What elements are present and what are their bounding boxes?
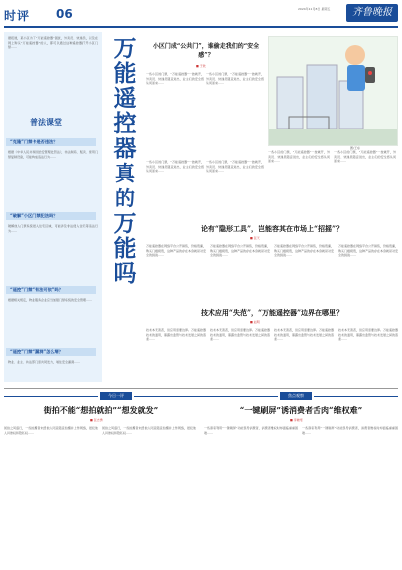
article-1-text-col-b: 一些小区的门禁，“万能遥控器”一按就开，外卖员、快递员随意进出，业主们的安全感从何而来…… (206, 72, 264, 86)
bottom-left-text-a: 街拍之风盛行，一些拍摄者未经他人同意随意拍摄并上传网络，侵犯他人肖像权和隐私权…… (4, 426, 98, 435)
masthead (0, 0, 402, 30)
legal-section-3-label: “遥控”门禁“有法可依”吗？ (6, 286, 96, 294)
remote-gate-illustration-icon (269, 37, 398, 146)
article-3-byline: ■ 赵明 (250, 320, 260, 324)
bottom-right-text-a: 一些商家利用“一键刷屏”功能误导消费者，消费者维权时却面临重重困难…… (204, 426, 298, 435)
vertical-headline (110, 36, 140, 386)
newspaper-logo: 齐鲁晚报 (346, 4, 398, 22)
bottom-left-text-b: 街拍之风盛行，一些拍摄者未经他人同意随意拍摄并上传网络，侵犯他人肖像权和隐私权…… (102, 426, 196, 435)
headline-char: 吗 (113, 260, 137, 287)
bottom-left-title: 街拍不能“想拍就拍”“想发就发” (43, 405, 159, 415)
left-intro: 据报道，某小区为了“万能遥控器”困扰，外卖员、快递员，以及在网上购买“万能遥控器”的人，都可以通过这种遥控器打开小区门禁…… (8, 36, 98, 50)
article-2-text-col-d: 万能遥控器在网络平台公开销售，价格低廉，购买门槛极低，这种产品的存在本身就是对安全的挑战…… (338, 244, 398, 258)
section-name: 时评 (4, 9, 31, 23)
banner-line (314, 396, 398, 397)
article-1-text-col-d: 一些小区的门禁，“万能遥控器”一按就开，外卖员、快递员随意进出，业主们的安全感从何而来…… (206, 160, 264, 174)
headline-char: 器 (113, 135, 137, 162)
headline-char: 真 (115, 161, 135, 185)
article-3-text-col-b: 技术本无善恶，但应用需要边界。万能遥控器技术的滥用，暴露出监管与技术发展之间的落差…… (210, 328, 270, 342)
headline-char: 遥 (113, 85, 137, 112)
article-2-text-col-b: 万能遥控器在网络平台公开销售，价格低廉，购买门槛极低，这种产品的存在本身就是对安全的挑战…… (210, 244, 270, 258)
article-2-text-col-a: 万能遥控器在网络平台公开销售，价格低廉，购买门槛极低，这种产品的存在本身就是对安全的挑战…… (146, 244, 206, 258)
page-number: 06 (56, 7, 73, 21)
bottom-right-byline: ■ 李晓雯 (290, 418, 303, 422)
bottom-right-title: “一键刷屏”诱消费者舌肉“维权难” (239, 405, 363, 415)
headline-char: 能 (113, 60, 137, 87)
article-3-text-col-d: 技术本无善恶，但应用需要边界。万能遥控器技术的滥用，暴露出监管与技术发展之间的落差…… (338, 328, 398, 342)
illustration-caption: 图/王东 (350, 146, 361, 150)
bottom-divider (4, 388, 398, 389)
bottom-right-text-b: 一些商家利用“一键刷屏”功能误导消费者，消费者维权时却面临重重困难…… (302, 426, 398, 435)
issue-date: 2024年11月8日 星期五 (298, 7, 331, 11)
legal-section-4-text: 物业、业主、执法部门需共同发力，堵住安全漏洞…… (8, 360, 81, 364)
headline-char: 控 (113, 110, 137, 137)
right-bottom-banner: 焦点观察 (280, 392, 312, 400)
article-2-title: 论有“隐形工具”，岂能容其在市场上“招摇”？ (200, 224, 344, 233)
legal-section-4-label: “遥控”门禁“漏洞”怎么堵？ (6, 348, 96, 356)
illustration (268, 36, 398, 146)
headline-char: 万 (113, 35, 137, 62)
legal-class-header (6, 115, 100, 129)
legal-class-title: 普法课堂 (30, 118, 62, 127)
legal-section-2-label: “破解”小区门禁犯法吗？ (6, 212, 96, 220)
article-2-byline: ■ 张天 (250, 236, 260, 240)
article-1-text-col-e: 一些小区的门禁，“万能遥控器”一按就开，外卖员、快递员随意进出，业主们的安全感从何而来…… (268, 150, 330, 164)
headline-char: 能 (113, 235, 137, 262)
legal-section-2-text: 破解他人门禁系统侵入住宅区域，可能涉及非法侵入住宅等违法行为…… (8, 224, 98, 233)
headline-char: 的 (115, 186, 135, 210)
bottom-left-byline: ■ 张志勇 (90, 418, 103, 422)
article-1-byline: ■ 于欣 (196, 64, 206, 68)
legal-section-1-label: “克隆”门禁卡是否违法？ (6, 138, 96, 146)
legal-section-1-text: 根据《中华人民共和国治安管理处罚法》，非法制造、贩卖、使用门禁复制设备，可能构成违法行为…… (8, 150, 98, 159)
article-3-text-col-a: 技术本无善恶，但应用需要边界。万能遥控器技术的滥用，暴露出监管与技术发展之间的落差…… (146, 328, 206, 342)
article-3-title: 技术应用“失范”，“万能遥控器”边界在哪里？ (200, 308, 344, 317)
legal-section-3-text: 根据相关规定，物业服务企业应当加强门禁系统的安全管理…… (8, 298, 93, 302)
article-3-text-col-c: 技术本无善恶，但应用需要边界。万能遥控器技术的滥用，暴露出监管与技术发展之间的落差…… (274, 328, 334, 342)
headline-char: 万 (113, 210, 137, 237)
article-2-text-col-c: 万能遥控器在网络平台公开销售，价格低廉，购买门槛极低，这种产品的存在本身就是对安全的挑战…… (274, 244, 334, 258)
header-rule (4, 26, 398, 28)
banner-line (4, 396, 98, 397)
article-1-text-col-f: 一些小区的门禁，“万能遥控器”一按就开，外卖员、快递员随意进出，业主们的安全感从何而来…… (334, 150, 396, 164)
banner-line (134, 396, 278, 397)
article-1-title: 小区门成“公共门”，谁偷走我们的“安全感”？ (152, 43, 260, 59)
left-bottom-banner: 今日一评 (100, 392, 132, 400)
article-1-text-col-a: 一些小区的门禁，“万能遥控器”一按就开，外卖员、快递员随意进出，业主们的安全感从何而来…… (146, 72, 204, 86)
article-1-text-col-c: 一些小区的门禁，“万能遥控器”一按就开，外卖员、快递员随意进出，业主们的安全感从何而来…… (146, 160, 204, 174)
